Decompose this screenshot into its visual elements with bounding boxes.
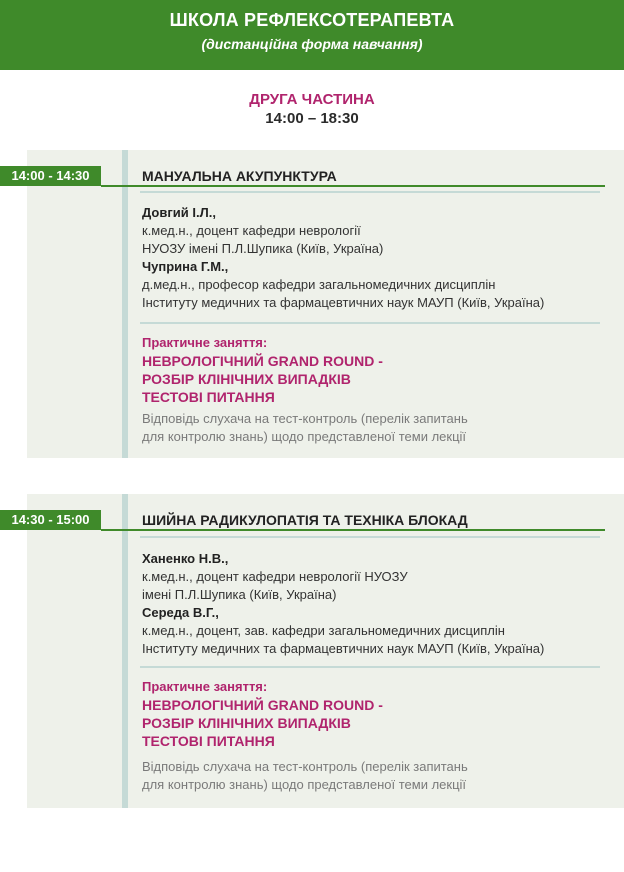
- speaker-name: Середа В.Г.,: [142, 605, 219, 620]
- speaker-position: д.мед.н., професор кафедри загальномедичних дисциплін: [142, 277, 496, 292]
- part-heading: [0, 90, 624, 128]
- speaker-affiliation: Інституту медичних та фармацевтичних наук МАУП (Київ, Україна): [142, 295, 545, 310]
- part-title: ДРУГА ЧАСТИНА: [249, 91, 375, 108]
- session-time: 14:30 - 15:00: [0, 510, 101, 530]
- practical-label: Практичне заняття:: [142, 335, 268, 350]
- speaker-list: [142, 550, 622, 658]
- session-time: 14:00 - 14:30: [0, 166, 101, 186]
- program-header: [0, 0, 624, 70]
- practical-topic-line: НЕВРОЛОГІЧНИЙ GRAND ROUND -: [142, 353, 383, 369]
- separator: [140, 191, 600, 193]
- note-line: для контролю знань) щодо представленої теми лекції: [142, 429, 467, 444]
- speaker-affiliation: імені П.Л.Шупика (Київ, Україна): [142, 587, 337, 602]
- practical-label: Практичне заняття:: [142, 679, 268, 694]
- speaker-name: Довгий І.Л.,: [142, 205, 216, 220]
- practical-topic-line: РОЗБІР КЛІНІЧНИХ ВИПАДКІВ: [142, 371, 351, 387]
- program-subtitle: (дистанційна форма навчання): [201, 36, 423, 52]
- session-title: ШИЙНА РАДИКУЛОПАТІЯ ТА ТЕХНІКА БЛОКАД: [142, 512, 468, 528]
- session-block: [11, 150, 624, 458]
- practical-session: [142, 678, 612, 750]
- speaker-name: Ханенко Н.В.,: [142, 551, 229, 566]
- note-line: Відповідь слухача на тест-контроль (перелік запитань: [142, 411, 468, 426]
- speaker-position: к.мед.н., доцент кафедри неврології НУОЗУ: [142, 569, 408, 584]
- practical-topic-line: НЕВРОЛОГІЧНИЙ GRAND ROUND -: [142, 697, 383, 713]
- practical-topic-line: РОЗБІР КЛІНІЧНИХ ВИПАДКІВ: [142, 715, 351, 731]
- speaker-name: Чуприна Г.М.,: [142, 259, 229, 274]
- separator: [140, 666, 600, 668]
- session-block: [11, 494, 624, 808]
- note-line: Відповідь слухача на тест-контроль (перелік запитань: [142, 759, 468, 774]
- speaker-affiliation: Інституту медичних та фармацевтичних наук МАУП (Київ, Україна): [142, 641, 545, 656]
- note-line: для контролю знань) щодо представленої теми лекції: [142, 777, 467, 792]
- speaker-position: к.мед.н., доцент, зав. кафедри загальномедичних дисциплін: [142, 623, 505, 638]
- separator: [140, 536, 600, 538]
- separator: [140, 322, 600, 324]
- session-divider-line: [122, 150, 128, 458]
- practical-session: [142, 334, 612, 406]
- speaker-list: [142, 204, 622, 312]
- practical-topic-line: ТЕСТОВІ ПИТАННЯ: [142, 389, 275, 405]
- speaker-position: к.мед.н., доцент кафедри неврології: [142, 223, 361, 238]
- practical-topic-line: ТЕСТОВІ ПИТАННЯ: [142, 733, 275, 749]
- part-time: 14:00 – 18:30: [265, 110, 359, 127]
- program-title: ШКОЛА РЕФЛЕКСОТЕРАПЕВТА: [169, 10, 455, 30]
- session-note: [142, 758, 612, 794]
- session-divider-line: [122, 494, 128, 808]
- speaker-affiliation: НУОЗУ імені П.Л.Шупика (Київ, Україна): [142, 241, 384, 256]
- session-note: [142, 410, 612, 446]
- session-title: МАНУАЛЬНА АКУПУНКТУРА: [142, 168, 337, 184]
